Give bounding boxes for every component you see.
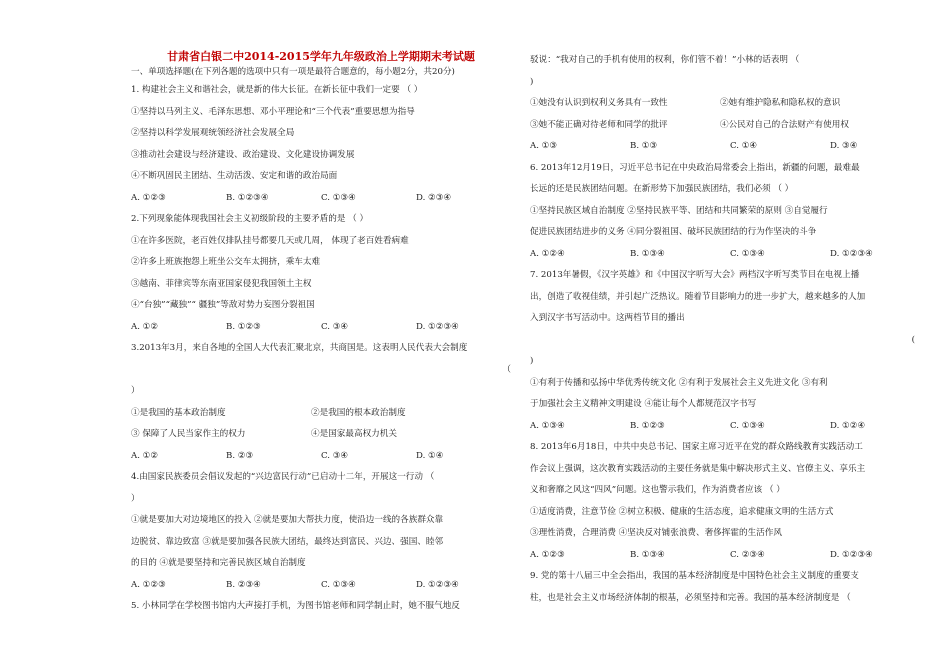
- option-c: C. ③④: [321, 321, 349, 332]
- question-6: [530, 158, 915, 266]
- statement: ③理性消费，合理消费 ④坚决反对铺张浪费、奢侈挥霍的生活作风: [530, 528, 782, 538]
- statement-pair: [131, 424, 511, 446]
- statement: ①适度消费，注意节俭 ②树立积极、健康的生活态度，追求健康文明的生活方式: [530, 506, 834, 517]
- statement: ④不断巩固民主团结、生动活泼、安定和谐的政治局面: [131, 171, 338, 181]
- option-a: A. ①②: [131, 450, 159, 461]
- question-8: [530, 437, 915, 566]
- statement: ③ 保障了人民当家作主的权力: [131, 429, 246, 439]
- question-stem: 3.2013年3月，来自各地的全国人大代表汇聚北京，共商国是。这表明人民代表大会制度: [131, 343, 468, 353]
- left-column: [131, 50, 511, 618]
- question-3: [131, 338, 511, 467]
- statement: ①有利于传播和弘扬中华优秀传统文化 ②有利于发展社会主义先进文化 ③有利: [530, 377, 828, 388]
- option-d: D. ①④: [416, 450, 444, 461]
- answer-paren-close: ）: [131, 386, 140, 396]
- question-stem: 5. 小林同学在学校图书馆内大声接打手机，为图书馆老师和同学制止时，她不服气地反: [131, 601, 460, 611]
- question-stem: 4.由国家民族委员会倡议发起的“兴边富民行动”已启动十二年，开展这一行动 （: [131, 472, 435, 482]
- question-stem: 6. 2013年12月19日，习近平总书记在中央政治局常委会上指出，新疆的问题，最难最: [530, 162, 860, 173]
- question-stem: 柱，也是社会主义市场经济体制的根基，必须坚持和完善。我国的基本经济制度是 （: [530, 592, 851, 603]
- option-d: D. ③④: [830, 141, 858, 151]
- answer-options: [530, 416, 915, 438]
- option-c: C. ①④: [730, 141, 758, 151]
- option-b: B. ①③④: [630, 549, 665, 560]
- statement: ③越南、菲律宾等东南亚国家侵犯我国领土主权: [131, 278, 312, 289]
- statement: ③推动社会建设与经济建设、政治建设、文化建设协调发展: [131, 149, 355, 160]
- answer-options: [131, 188, 511, 210]
- answer-paren-close: ): [530, 76, 534, 87]
- option-d: D. ①②③④: [416, 579, 459, 590]
- answer-options: [530, 244, 915, 266]
- question-stem: 8. 2013年6月18日，中共中央总书记、国家主席习近平在党的群众路线教育实践活动工: [530, 442, 863, 452]
- statement: ③她不能正确对待老师和同学的批评: [530, 119, 668, 130]
- answer-options: [131, 317, 511, 339]
- question-stem: 作会议上强调，这次教育实践活动的主要任务就是集中解决形式主义、官僚主义、享乐主: [530, 463, 866, 474]
- statement: 于加强社会主义精神文明建设 ④能让每个人都规范汉字书写: [530, 399, 757, 409]
- statement: ①就是要加大对边境地区的投入 ②就是要加大帮扶力度，使沿边一线的各族群众靠: [131, 515, 444, 525]
- option-d: D. ①②③④: [416, 321, 459, 332]
- option-a: A. ①②③: [131, 192, 166, 203]
- statement: ①是我国的基本政治制度: [131, 407, 226, 418]
- option-b: B. ①③: [630, 141, 658, 151]
- option-c: C. ①③④: [321, 192, 356, 203]
- question-2: [131, 209, 511, 338]
- option-d: D. ①②③④: [830, 549, 873, 560]
- question-4: [131, 467, 511, 596]
- statement: ①她没有认识到权利义务具有一致性: [530, 98, 668, 108]
- statement-pair: [530, 115, 915, 137]
- question-stem: 长远的还是民族团结问题。在新形势下加强民族团结，我们必须 （ ）: [530, 184, 794, 194]
- exam-title: 甘肃省白银二中2014-2015学年九年级政治上学期期末考试题: [167, 50, 475, 63]
- answer-paren-close: ): [530, 356, 534, 366]
- option-b: B. ①②③: [226, 321, 261, 332]
- answer-paren-open: （: [502, 364, 511, 375]
- question-5-continued: [530, 50, 915, 158]
- question-stem: 驳说：“我对自己的手机有使用的权利，你们管不着！”小林的话表明 （: [530, 55, 800, 65]
- statement: ①在许多医院，老百姓仅排队挂号都要几天或几周， 体现了老百姓看病难: [131, 235, 409, 246]
- option-c: C. ①③④: [730, 420, 765, 431]
- answer-paren-open: (: [911, 334, 915, 345]
- answer-options: [131, 446, 511, 468]
- question-stem: 义和奢靡之风这“四风”问题。这也警示我们，作为消费者应该 （ ）: [530, 485, 785, 495]
- statement: 边脱贫、靠边致富 ③就是要加强各民族大团结，最终达到富民、兴边、强国、睦邻: [131, 536, 444, 547]
- option-c: C. ①③④: [321, 579, 356, 590]
- question-stem: 出，创造了收视佳绩，并引起广泛热议。随着节目影响力的进一步扩大，越来越多的人加: [530, 291, 866, 302]
- option-a: A. ①③④: [530, 420, 565, 431]
- question-1: [131, 80, 511, 209]
- option-d: D. ①②④: [830, 420, 866, 431]
- question-7: [530, 265, 915, 437]
- option-d: D. ①②③④: [830, 248, 873, 259]
- question-stem: 1. 构建社会主义和谐社会，就是新的伟大长征。在新长征中我们一定要 （ ）: [131, 85, 423, 95]
- option-a: A. ①②: [131, 321, 159, 332]
- statement: ②坚持以科学发展观统领经济社会发展全局: [131, 128, 295, 138]
- option-c: C. ②③④: [730, 549, 765, 560]
- statement: 的目的 ④就是要坚持和完善民族区域自治制度: [131, 558, 306, 568]
- option-b: B. ②③④: [226, 579, 261, 590]
- option-b: B. ②③: [226, 450, 254, 461]
- right-column: [530, 50, 915, 609]
- answer-paren-close: ）: [131, 493, 140, 504]
- statement: ①坚持以马列主义、毛泽东思想、邓小平理论和“三个代表”重要思想为指导: [131, 106, 415, 117]
- answer-options: [530, 136, 915, 158]
- option-c: C. ③④: [321, 450, 349, 461]
- statement: ②她有维护隐私和隐私权的意识: [720, 98, 841, 108]
- option-b: B. ①②③: [630, 420, 665, 431]
- option-a: A. ①②④: [530, 248, 565, 259]
- question-stem: 2.下列现象能体现我国社会主义初级阶段的主要矛盾的是 （ ）: [131, 214, 369, 224]
- answer-options: [530, 545, 915, 567]
- option-b: B. ①②③④: [226, 192, 269, 203]
- option-a: A. ①②③: [530, 549, 565, 560]
- option-d: D. ②③④: [416, 192, 452, 203]
- question-5: [131, 596, 511, 618]
- statement-pair: [530, 93, 915, 115]
- option-c: C. ①③④: [730, 248, 765, 259]
- option-a: A. ①②③: [131, 579, 166, 590]
- statement: ①坚持民族区域自治制度 ②坚持民族平等、团结和共同繁荣的原则 ③自觉履行: [530, 205, 828, 216]
- question-stem: 9. 党的第十八届三中全会指出，我国的基本经济制度是中国特色社会主义制度的重要支: [530, 571, 859, 581]
- statement: ②是我国的根本政治制度: [311, 407, 406, 418]
- statement: ②许多上班族抱怨上班坐公交车太拥挤，乘车太难: [131, 257, 321, 267]
- statement-pair: [131, 403, 511, 425]
- statement: ④“台独”“藏独”“ 疆独”等敌对势力妄图分裂祖国: [131, 300, 315, 310]
- option-b: B. ①③④: [630, 248, 665, 259]
- question-9: [530, 566, 915, 609]
- section-heading: 一、单项选择题(在下列各题的选项中只有一项是最符合题意的，每小题2分，共20分): [131, 67, 455, 77]
- statement: ④是国家最高权力机关: [311, 429, 397, 439]
- option-a: A. ①③: [530, 141, 558, 151]
- statement: ④公民对自己的合法财产有使用权: [720, 119, 849, 130]
- answer-options: [131, 575, 511, 597]
- statement: 促进民族团结进步的义务 ④同分裂祖国、破坏民族团结的行为作坚决的斗争: [530, 227, 817, 237]
- question-stem: 7. 2013年暑假，《汉字英雄》和《中国汉字听写大会》两档汉字听写类节目在电视上播: [530, 270, 860, 280]
- question-stem: 入到汉字书写活动中。这两档节目的播出: [530, 313, 685, 323]
